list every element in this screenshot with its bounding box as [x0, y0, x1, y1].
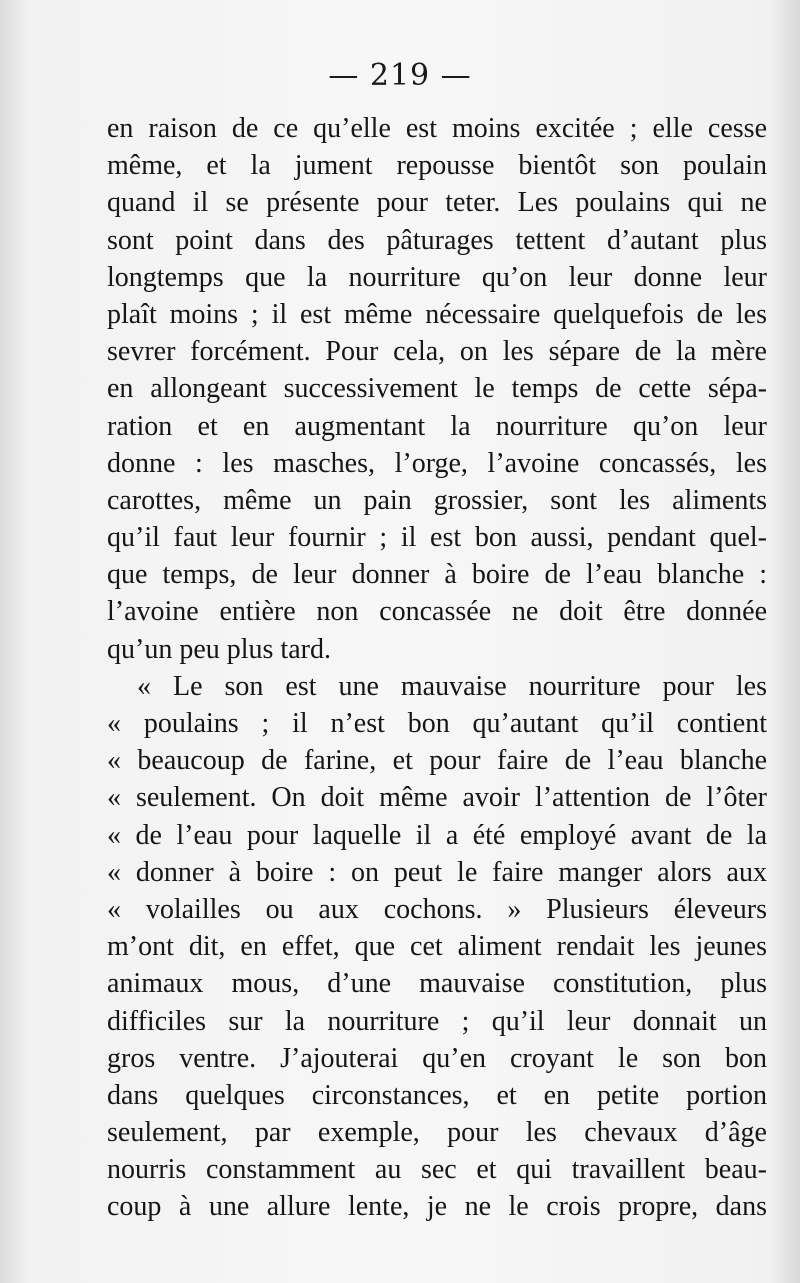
text-line: « poulains ; il n’est bon qu’autant qu’il contient — [107, 708, 767, 739]
text-line: que temps, de leur donner à boire de l’eau blanche : — [107, 559, 767, 591]
text-line: « beaucoup de farine, et pour faire de l’eau blanche — [107, 745, 767, 777]
text-line: seulement, par exemple, pour les chevaux d’âge — [107, 1117, 767, 1149]
text-line: « volailles ou aux cochons. » Plusieurs éleveurs — [107, 893, 767, 925]
text-line: donne : les masches, l’orge, l’avoine concassés, les — [107, 447, 767, 479]
text-line: l’avoine entière non concassée ne doit être donnée — [107, 596, 767, 628]
text-line: même, et la jument repousse bientôt son poulain — [107, 150, 767, 182]
text-line: quand il se présente pour teter. Les poulains qui ne — [107, 187, 767, 219]
text-line: plaît moins ; il est même nécessaire quelquefois de les — [107, 298, 767, 330]
text-line: « seulement. On doit même avoir l’attention de l’ôter — [107, 782, 767, 814]
text-line: nourris constamment au sec et qui travaillent beau- — [107, 1154, 767, 1186]
text-line: « de l’eau pour laquelle il a été employé avant de la — [107, 819, 767, 851]
text-line: sevrer forcément. Pour cela, on les sépare de la mère — [107, 336, 767, 368]
text-line: animaux mous, d’une mauvaise constitution, plus — [107, 968, 767, 1000]
text-line: sont point dans des pâturages tettent d’autant plus — [107, 224, 767, 256]
text-line: m’ont dit, en effet, que cet aliment rendait les jeunes — [107, 931, 767, 963]
page-number: — 219 — — [328, 58, 472, 93]
text-line: longtemps que la nourriture qu’on leur donne leur — [107, 261, 767, 293]
text-line: carottes, même un pain grossier, sont les aliments — [107, 484, 767, 516]
text-line: difficiles sur la nourriture ; qu’il leur donnait un — [107, 1005, 767, 1037]
text-line: en raison de ce qu’elle est moins excitée ; elle cesse — [107, 113, 767, 144]
body-text — [107, 110, 767, 1226]
text-line: dans quelques circonstances, et en petite portion — [107, 1079, 767, 1111]
text-line: gros ventre. J’ajouterai qu’en croyant le son bon — [107, 1042, 767, 1074]
text-line: « Le son est une mauvaise nourriture pour les — [137, 670, 767, 702]
text-line: coup à une allure lente, je ne le crois propre, dans — [107, 1191, 767, 1223]
text-line: ration et en augmentant la nourriture qu’on leur — [107, 410, 767, 442]
text-line: qu’il faut leur fournir ; il est bon aussi, pendant quel- — [107, 522, 767, 554]
text-line: en allongeant successivement le temps de cette sépa- — [107, 373, 767, 405]
text-line: « donner à boire : on peut le faire manger alors aux — [107, 856, 767, 888]
text-line: qu’un peu plus tard. — [107, 633, 331, 665]
